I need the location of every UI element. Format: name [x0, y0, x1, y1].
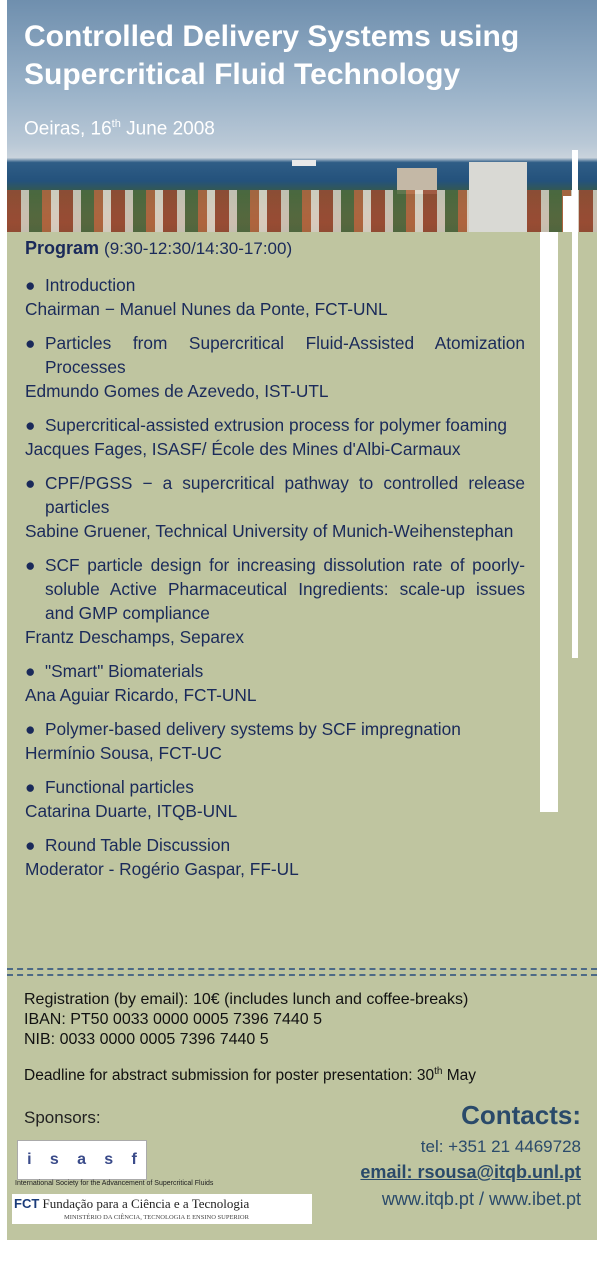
registration-info — [24, 990, 468, 1050]
program-speaker: Moderator - Rogério Gaspar, FF-UL — [25, 859, 299, 879]
program-talk-title — [25, 471, 525, 519]
bullet-icon: ● — [25, 415, 36, 435]
event-date — [24, 118, 215, 140]
contacts-heading: Contacts: — [461, 1100, 581, 1130]
bullet-icon: ● — [25, 777, 36, 797]
spacer — [25, 823, 525, 833]
fct-name — [14, 1196, 249, 1212]
program-speaker: Sabine Gruener, Technical University of Munich-Weihenstephan — [25, 521, 514, 541]
ship-shape — [292, 160, 316, 166]
bullet-icon: ● — [25, 661, 36, 681]
program-hours: (9:30-12:30/14:30-17:00) — [104, 239, 293, 258]
program-talk-title — [25, 659, 525, 683]
program-speaker: Edmundo Gomes de Azevedo, IST-UTL — [25, 381, 329, 401]
deadline-sup: th — [434, 1066, 443, 1077]
talk-title-text: Particles from Supercritical Fluid-Assisted Atomization Processes — [45, 333, 525, 377]
bullet-icon: ● — [25, 473, 36, 493]
program-speaker: Hermínio Sousa, FCT-UC — [25, 743, 222, 763]
talk-title-text: Introduction — [45, 275, 136, 295]
program-speaker: Jacques Fages, ISASF/ École des Mines d'Albi-Carmaux — [25, 439, 461, 459]
spacer — [25, 543, 525, 553]
date-rest: June 2008 — [120, 118, 215, 140]
program-talk-title — [25, 273, 525, 297]
contacts-section — [360, 1100, 581, 1210]
isasf-letter: s — [104, 1151, 114, 1168]
talk-title-text: Polymer-based delivery systems by SCF impregnation — [45, 719, 461, 739]
decorative-bar — [572, 150, 578, 658]
program-talk-title — [25, 833, 525, 857]
decorative-bar — [540, 232, 558, 812]
abstract-deadline — [24, 1066, 476, 1085]
bullet-icon: ● — [25, 835, 36, 855]
talk-title-text: SCF particle design for increasing dissolution rate of poorly-soluble Active Pharmaceutical Ingredients: scale-up issues and GMP compliance — [45, 555, 525, 623]
fct-abbr: FCT — [14, 1196, 40, 1211]
program-talk-title — [25, 717, 525, 741]
deadline-text: Deadline for abstract submission for poster presentation: 30 — [24, 1067, 435, 1085]
title-line-2: Supercritical Fluid Technology — [24, 58, 461, 91]
nib: NIB: 0033 0000 0005 7396 7440 5 — [24, 1031, 269, 1048]
talk-title-text: "Smart" Biomaterials — [45, 661, 204, 681]
date-place: Oeiras, 16 — [24, 118, 112, 140]
dashed-divider — [7, 974, 597, 976]
date-sup: th — [111, 118, 121, 130]
dashed-divider — [7, 968, 597, 970]
program-heading — [25, 238, 525, 259]
contact-phone: tel: +351 21 4469728 — [420, 1137, 581, 1156]
spacer — [25, 707, 525, 717]
fct-fullname: Fundação para a Ciência e a Tecnologia — [39, 1196, 250, 1211]
program-list — [25, 273, 525, 881]
talk-title-text: Supercritical-assisted extrusion process for polymer foaming — [45, 415, 507, 435]
isasf-letter: s — [49, 1151, 59, 1168]
program-speaker: Chairman − Manuel Nunes da Ponte, FCT-UNL — [25, 299, 388, 319]
program-talk-title — [25, 331, 525, 379]
title-line-1: Controlled Delivery Systems using — [24, 20, 520, 53]
flyer — [7, 0, 597, 1240]
isasf-logo — [17, 1140, 147, 1180]
flyer-title — [24, 18, 519, 94]
spacer — [25, 461, 525, 471]
iban: IBAN: PT50 0033 0000 0005 7396 7440 5 — [24, 1011, 323, 1028]
isasf-letter: f — [131, 1151, 137, 1168]
talk-title-text: CPF/PGSS − a supercritical pathway to controlled release particles — [45, 473, 525, 517]
contact-email-link[interactable]: email: rsousa@itqb.unl.pt — [360, 1162, 581, 1182]
spacer — [25, 321, 525, 331]
isasf-letter: a — [77, 1151, 86, 1168]
program-speaker: Frantz Deschamps, Separex — [25, 627, 244, 647]
spacer — [25, 765, 525, 775]
bullet-icon: ● — [25, 719, 36, 739]
fct-logo — [12, 1194, 312, 1224]
program-speaker: Catarina Duarte, ITQB-UNL — [25, 801, 238, 821]
program-talk-title — [25, 413, 525, 437]
bullet-icon: ● — [25, 555, 36, 575]
tower-building-shape — [469, 162, 527, 232]
bullet-icon: ● — [25, 333, 36, 353]
spacer — [25, 403, 525, 413]
bullet-icon: ● — [25, 275, 36, 295]
talk-title-text: Functional particles — [45, 777, 194, 797]
program-section — [25, 238, 525, 881]
program-title: Program — [25, 238, 100, 258]
talk-title-text: Round Table Discussion — [45, 835, 231, 855]
isasf-name: International Society for the Advancement of Supercritical Fluids — [15, 1180, 214, 1187]
fct-ministry: MINISTÉRIO DA CIÊNCIA, TECNOLOGIA E ENSINO SUPERIOR — [64, 1214, 249, 1221]
deadline-rest: May — [442, 1067, 477, 1085]
header-photo — [7, 0, 597, 232]
isasf-letter: i — [27, 1151, 32, 1168]
spacer — [25, 649, 525, 659]
program-talk-title — [25, 775, 525, 799]
sponsors-label: Sponsors: — [24, 1108, 101, 1127]
program-speaker: Ana Aguiar Ricardo, FCT-UNL — [25, 685, 257, 705]
program-talk-title — [25, 553, 525, 625]
contact-websites[interactable]: www.itqb.pt / www.ibet.pt — [381, 1189, 581, 1209]
registration-fee: Registration (by email): 10€ (includes lunch and coffee-breaks) — [24, 991, 469, 1008]
